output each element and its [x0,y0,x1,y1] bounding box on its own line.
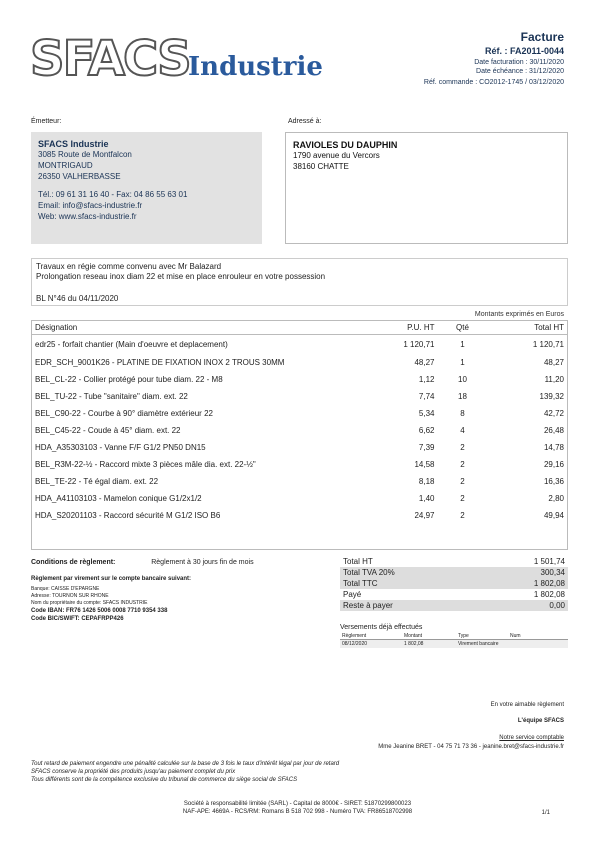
cell-designation: HDA_A41103103 - Mamelon conique G1/2x1/2 [35,493,202,503]
invoice-header [424,30,564,87]
cell-pu: 24,97 [414,510,435,520]
total-value: 1 501,74 [533,557,565,566]
cell-designation: HDA_A35303103 - Vanne F/F G1/2 PN50 DN15 [35,442,206,452]
col-designation: Désignation [32,321,384,335]
payments-col-reglement: Règlement [340,633,402,640]
work-description [31,258,568,306]
cell-qte: 2 [460,510,465,520]
payment-conditions [31,557,331,623]
table-row [32,335,568,354]
cell-designation: BEL_C45-22 - Coude à 45° diam. ext. 22 [35,425,181,435]
cell-total: 48,27 [543,357,564,367]
cell-total: 29,16 [543,459,564,469]
items-table [31,320,568,550]
totals-table [340,556,568,611]
table-row [32,371,568,388]
addressee-name: RAVIOLES DU DAUPHIN [293,140,398,150]
table-spacer [32,524,568,550]
greeting: En votre aimable règlement [490,702,564,708]
cell-qte: 1 [460,339,465,349]
total-value: 300,34 [479,567,568,578]
emitter-name: SFACS Industrie [38,139,109,149]
table-row [32,422,568,439]
addressee-label: Adressé à: [288,118,322,125]
bank-name: Banque: CAISSE D'EPARGNE [31,586,100,592]
table-row [32,473,568,490]
payments-col-num: Num [508,633,568,640]
emitter-web: Web: www.sfacs-industrie.fr [38,212,137,221]
iban: Code IBAN: FR76 1426 5006 0008 7710 9354 338 [31,608,168,614]
table-row [32,354,568,371]
company-logo [30,31,323,87]
cell-qte: 18 [458,391,467,401]
total-label: Payé [343,590,362,599]
total-label: Reste à payer [340,600,479,611]
logo-industrie-text: Industrie [188,52,323,82]
description-line2: Prolongation reseau inox diam 22 et mise en place enrouleur en votre possession [36,272,326,281]
addressee-address2: 38160 CHATTE [293,162,349,171]
footer-line1: Société à responsabilité limitée (SARL) - Capital de 8000€ - SIRET: 51870299800023 [183,801,412,807]
total-label: Total HT [343,557,373,566]
page-number: 1/1 [541,810,550,816]
cell-total: 139,32 [539,391,564,401]
cell-qte: 2 [460,476,465,486]
currency-note: Montants exprimés en Euros [474,311,564,318]
cell-pu: 8,18 [418,476,435,486]
legal-notice [31,760,339,784]
legal-line1: Tout retard de paiement engendre une pénalité calculée sur la base de 3 fois le taux d'intérêt légal par jour de retard [31,761,340,767]
team-signature: L'équipe SFACS [517,718,564,724]
emitter-email: Email: info@sfacs-industrie.fr [38,201,143,210]
cell-total: 42,72 [543,408,564,418]
cell-qte: 8 [460,408,465,418]
total-value: 1 802,08 [533,590,565,599]
emitter-address1: 3085 Route de Montfalcon [38,150,132,159]
conditions-label: Conditions de règlement: [31,559,116,566]
cell-qte: 2 [460,459,465,469]
accounting-contact: Mme Jeanine BRET - 04 75 71 73 36 - jeanine.bret@sfacs-industrie.fr [378,744,564,750]
payment-num [508,640,568,649]
account-owner: Nom du propriétaire du compte: SFACS INDUSTRIE [31,600,148,606]
total-row [340,600,568,611]
cell-total: 26,48 [543,425,564,435]
cell-qte: 2 [460,442,465,452]
description-line1: Travaux en régie comme convenu avec Mr Balazard [36,262,222,271]
cell-total: 11,20 [544,374,564,384]
payments-title: Versements déjà effectués [340,624,423,631]
cell-pu: 6,62 [418,425,435,435]
cell-designation: BEL_R3M-22-½ - Raccord mixte 3 pièces mâle dia. ext. 22-½" [35,459,256,469]
total-label: Total TTC [340,578,479,589]
cell-total: 2,80 [548,493,564,503]
date-echeance: Date échéance : 31/12/2020 [476,68,564,75]
table-header-row [32,321,568,335]
cell-total: 14,78 [543,442,564,452]
emitter-label: Émetteur: [31,118,62,125]
total-value: 0,00 [479,600,568,611]
col-qte: Qté [438,321,488,335]
cell-qte: 4 [460,425,465,435]
emitter-address2: MONTRIGAUD [38,161,93,170]
cell-qte: 2 [460,493,465,503]
payment-row [340,640,568,649]
page-footer [0,800,595,816]
bic: Code BIC/SWIFT: CEPAFRPP426 [31,616,124,622]
table-row [32,456,568,473]
invoice-title: Facture [520,30,564,44]
cell-pu: 48,27 [414,357,435,367]
total-label: Total TVA 20% [340,567,479,578]
description-bl: BL N°46 du 04/11/2020 [36,294,119,303]
cell-qte: 1 [460,357,465,367]
invoice-ref: Réf. : FA2011-0044 [484,46,564,56]
accounting-service: Notre service comptable [499,735,564,741]
cell-total: 49,94 [543,510,564,520]
addressee-address1: 1790 avenue du Vercors [293,151,380,160]
cell-pu: 1,40 [418,493,435,503]
total-row [340,556,568,567]
conditions-value: Règlement à 30 jours fin de mois [151,559,254,566]
cell-pu: 7,39 [418,442,435,452]
cell-pu: 1,12 [418,374,435,384]
table-row [32,507,568,524]
virement-label: Règlement par virement sur le compte bancaire suivant: [31,576,192,582]
cell-pu: 7,74 [418,391,435,401]
emitter-phone: Tél.: 09 61 31 16 40 - Fax: 04 86 55 63 01 [38,190,188,199]
cell-pu: 1 120,71 [403,339,435,349]
payments-col-montant: Montant [402,633,456,640]
addressee-box [285,132,568,244]
cell-designation: BEL_CL-22 - Collier protégé pour tube diam. 22 - M8 [35,374,223,384]
payments-made [340,624,568,648]
cell-designation: BEL_TE-22 - Té égal diam. ext. 22 [35,476,159,486]
logo-sfacs-text: SFACS [30,31,190,87]
cell-qte: 10 [458,374,467,384]
payment-amount: 1 802,08 [402,640,456,649]
cell-total: 16,36 [543,476,564,486]
ref-commande: Réf. commande : CO2012-1745 / 03/12/2020 [423,79,564,86]
payments-table [340,633,568,648]
footer-line2: NAF-APE: 4669A - RCS/RM: Romans B 518 702 998 - Numéro TVA: FR86518702998 [182,809,413,815]
cell-total: 1 120,71 [532,339,564,349]
cell-designation: HDA_S20201103 - Raccord sécurité M G1/2 ISO B6 [35,510,221,520]
cell-designation: EDR_SCH_9001K26 - PLATINE DE FIXATION INOX 2 TROUS 30MM [35,357,285,367]
cell-pu: 5,34 [418,408,435,418]
cell-designation: edr25 - forfait chantier (Main d'oeuvre et deplacement) [35,339,228,349]
payment-date: 08/12/2020 [340,640,402,649]
total-row [340,567,568,578]
emitter-address3: 26350 VALHERBASSE [38,172,121,181]
cell-pu: 14,58 [414,459,435,469]
date-facturation: Date facturation : 30/11/2020 [474,59,564,66]
total-row [340,589,568,600]
total-row [340,578,568,589]
cell-designation: BEL_C90-22 - Courbe à 90° diamètre extérieur 22 [35,408,213,418]
bank-address: Adresse: TOURNON SUR RHONE [31,593,109,599]
legal-line3: Tous différents sont de la compétence exclusive du tribunal de commerce du siège social de SFACS [31,777,298,783]
col-pu: P.U. HT [384,321,438,335]
col-total: Total HT [488,321,568,335]
payment-type: Virement bancaire [456,640,508,649]
table-row [32,439,568,456]
table-row [32,388,568,405]
emitter-box [31,132,262,244]
cell-designation: BEL_TU-22 - Tube "sanitaire" diam. ext. 22 [35,391,188,401]
table-row [32,490,568,507]
table-row [32,405,568,422]
legal-line2: SFACS conserve la propriété des produits jusqu'au paiement complet du prix [31,769,236,775]
total-value: 1 802,08 [479,578,568,589]
payments-col-type: Type [456,633,508,640]
